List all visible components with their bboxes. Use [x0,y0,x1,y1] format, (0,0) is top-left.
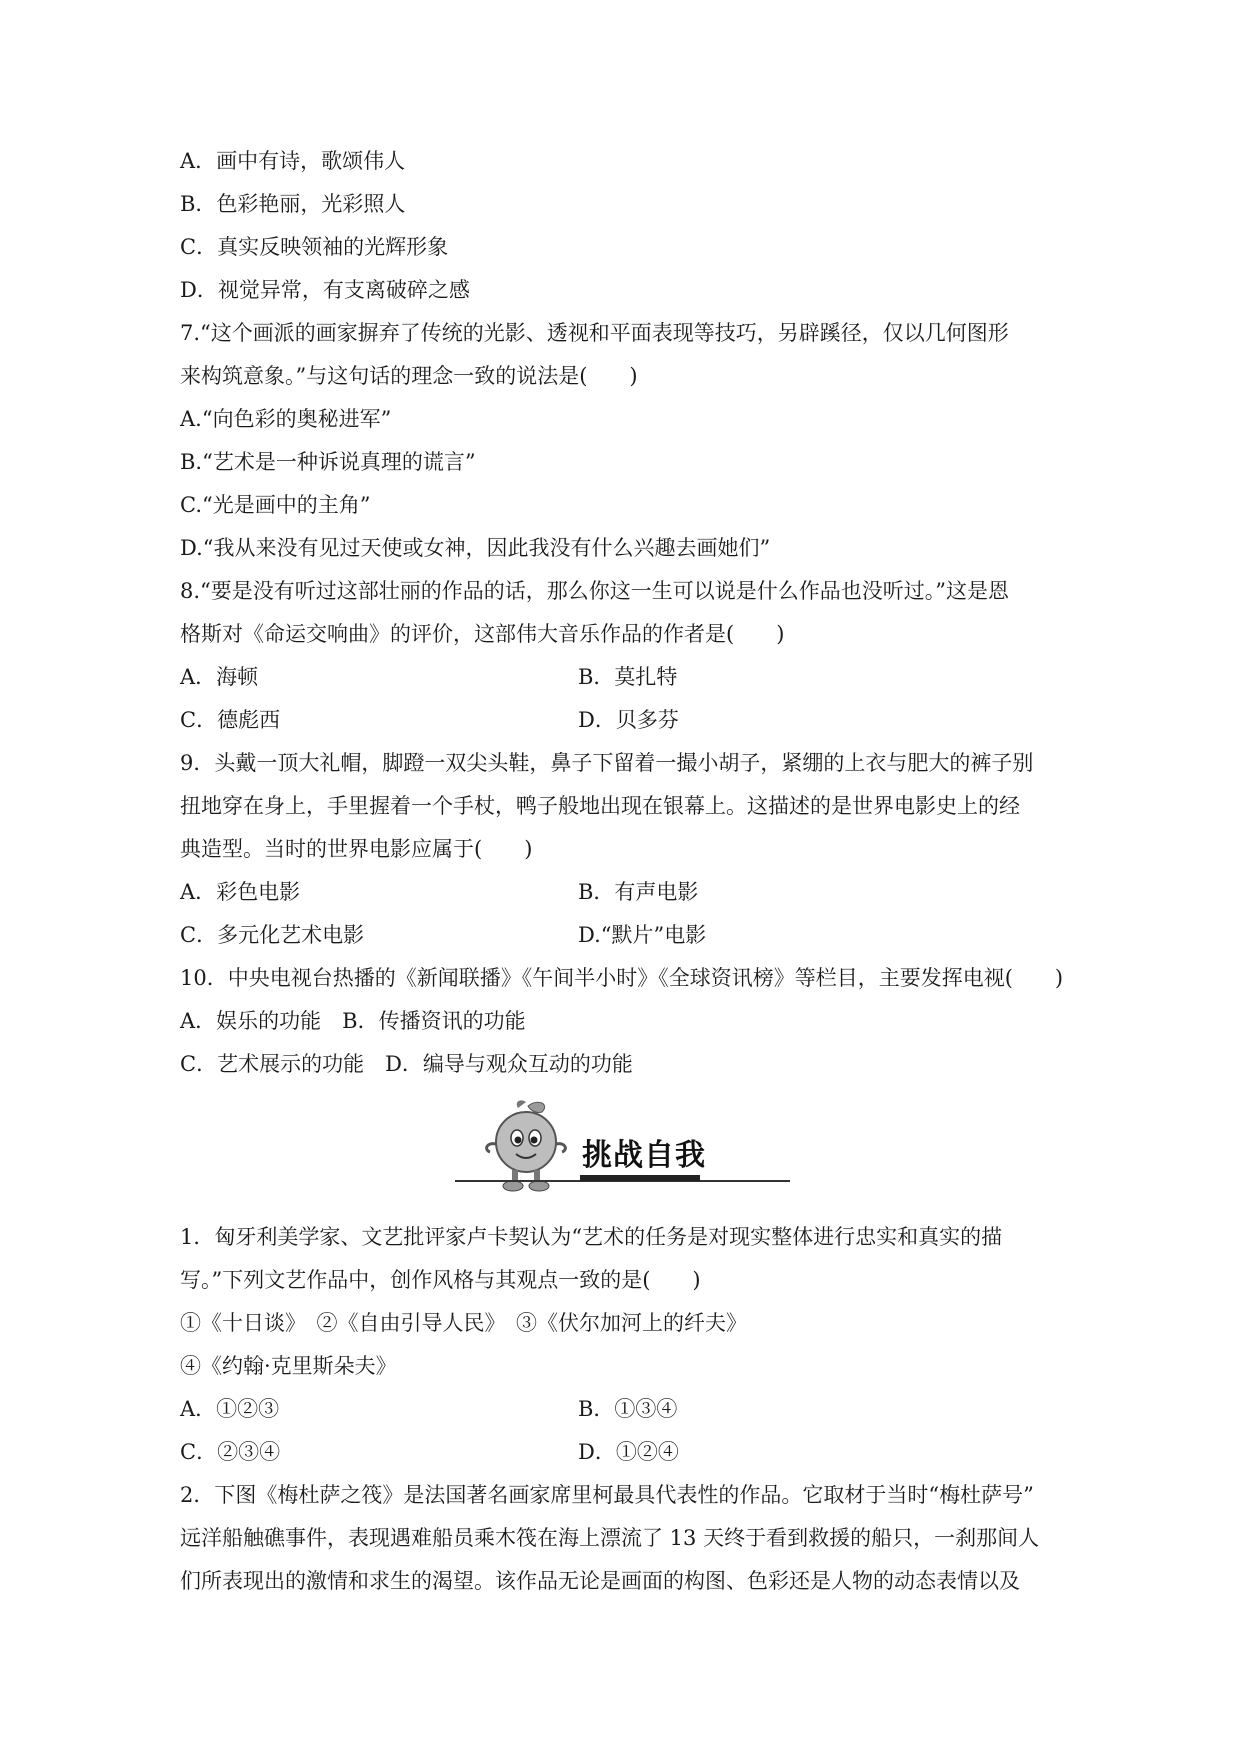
s2-q1-option-a: A．①②③ [180,1397,280,1421]
q9-option-d: D.“默片”电影 [578,923,707,947]
s2-q1-option-b: B．①③④ [578,1397,678,1421]
q8-option-c: C．德彪西 [180,708,281,732]
q7-option-c: C.“光是画中的主角” [180,493,371,517]
challenge-title: 挑战自我 [582,1138,706,1173]
q9-option-b: B．有声电影 [578,880,699,904]
s2-q2-line-1: 2．下图《梅杜萨之筏》是法国著名画家席里柯最具代表性的作品。它取材于当时“梅杜萨号” [180,1483,1034,1507]
s2-q1-items-line-2: ④《约翰·克里斯朵夫》 [180,1354,397,1378]
challenge-banner [180,1096,1070,1206]
s2-q1-options-row-2 [180,1431,1070,1474]
q9-stem-line-1: 9．头戴一顶大礼帽，脚蹬一双尖头鞋，鼻子下留着一撮小胡子，紧绷的上衣与肥大的裤子别 [180,751,1034,775]
q6-option-b: B．色彩艳丽，光彩照人 [180,192,406,216]
q6-option-d: D．视觉异常，有支离破碎之感 [180,278,470,302]
q9-stem-line-3: 典造型。当时的世界电影应属于( ) [180,837,533,861]
q7-option-b: B.“艺术是一种诉说真理的谎言” [180,450,476,474]
q8-stem-line-1: 8.“要是没有听过这部壮丽的作品的话，那么你这一生可以说是什么作品也没听过。”这是恩 [180,579,1010,603]
q9-options-row-2 [180,914,1070,957]
s2-q1-option-c: C．②③④ [180,1440,281,1464]
s2-q1-stem-line-2: 写。”下列文艺作品中，创作风格与其观点一致的是( ) [180,1268,701,1292]
q8-options-row-1 [180,656,1070,699]
s2-q2-line-2: 远洋船触礁事件，表现遇难船员乘木筏在海上漂流了 13 天终于看到救援的船只，一刹那间人 [180,1526,1040,1550]
s2-q1-options-row-1 [180,1388,1070,1431]
s2-q2-line-3: 们所表现出的激情和求生的渴望。该作品无论是画面的构图、色彩还是人物的动态表情以及 [180,1569,1020,1593]
q7-option-d: D.“我从来没有见过天使或女神，因此我没有什么兴趣去画她们” [180,536,771,560]
q10-options-line-1: A．娱乐的功能 B．传播资讯的功能 [180,1009,526,1033]
q9-options-row-1 [180,871,1070,914]
q8-options-row-2 [180,699,1070,742]
q7-stem-line-1: 7.“这个画派的画家摒弃了传统的光影、透视和平面表现等技巧，另辟蹊径，仅以几何图形 [180,321,1009,345]
q9-option-a: A．彩色电影 [180,880,301,904]
s2-q1-option-d: D．①②④ [578,1440,679,1464]
q7-option-a: A.“向色彩的奥秘进军” [180,407,392,431]
q9-option-c: C．多元化艺术电影 [180,923,365,947]
q7-stem-line-2: 来构筑意象。”与这句话的理念一致的说法是( ) [180,364,638,388]
q8-option-d: D．贝多芬 [578,708,679,732]
banner-underline [580,1175,700,1181]
q8-stem-line-2: 格斯对《命运交响曲》的评价，这部伟大音乐作品的作者是( ) [180,622,785,646]
document-page [180,140,1070,1603]
q8-option-a: A．海顿 [180,665,259,689]
q6-option-a: A．画中有诗，歌颂伟人 [180,149,406,173]
q9-stem-line-2: 扭地穿在身上，手里握着一个手杖，鸭子般地出现在银幕上。这描述的是世界电影史上的经 [180,794,1020,818]
q8-option-b: B．莫扎特 [578,665,678,689]
q6-option-c: C．真实反映领袖的光辉形象 [180,235,449,259]
s2-q1-stem-line-1: 1．匈牙利美学家、文艺批评家卢卡契认为“艺术的任务是对现实整体进行忠实和真实的描 [180,1225,1003,1249]
s2-q1-items-line-1: ①《十日谈》 ②《自由引导人民》 ③《伏尔加河上的纤夫》 [180,1311,747,1335]
q10-options-line-2: C．艺术展示的功能 D．编导与观众互动的功能 [180,1052,633,1076]
q10-stem: 10．中央电视台热播的《新闻联播》《午间半小时》《全球资讯榜》等栏目，主要发挥电视( ) [180,966,1064,990]
